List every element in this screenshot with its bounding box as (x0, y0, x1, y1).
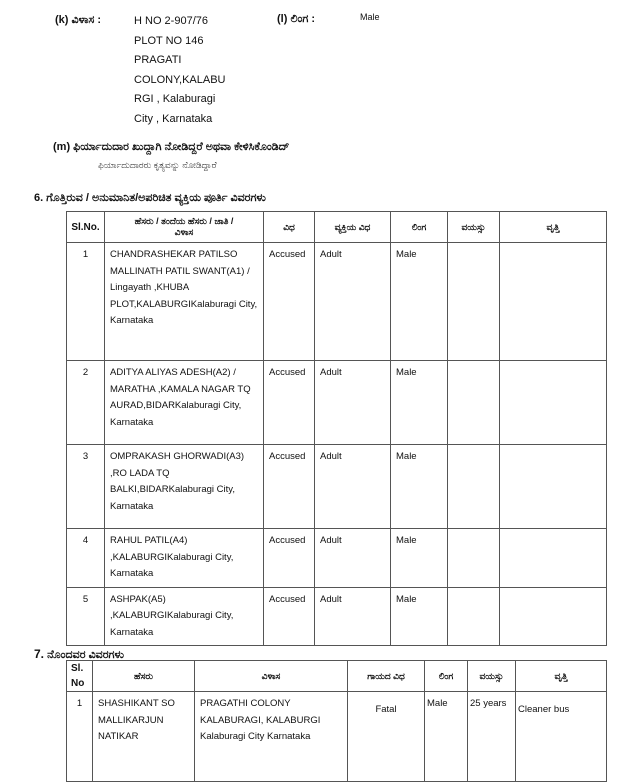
col-age: ವಯಸ್ಸು (468, 661, 516, 692)
col-gender: ಲಿಂಗ (425, 661, 468, 692)
col-person-type: ವ್ಯಕ್ತಿಯ ವಿಧ (315, 212, 391, 243)
cell-person-type: Adult (315, 361, 391, 445)
col-gender: ಲಿಂಗ (391, 212, 448, 243)
cell-type: Accused (264, 587, 315, 646)
cell-age (448, 587, 500, 646)
table-header-row (67, 212, 607, 243)
section7-label: ನೊಂದವರ ವಿವರಗಳು (47, 649, 124, 661)
cell-gender: Male (391, 529, 448, 588)
witness-label: (m) ಫಿರ್ಯಾದುದಾರ ಖುದ್ದಾಗಿ ನೋಡಿದ್ದರೆ ಅಥವಾ ಕೇಳಿಸಿಕೊಂಡಿದ್ (53, 141, 290, 153)
cell-name: RAHUL PATIL(A4) ,KALABURGIKalaburagi City, Karnataka (105, 529, 264, 588)
cell-age (448, 445, 500, 529)
cell-age (448, 243, 500, 361)
col-injury-type: ಗಾಯದ ವಿಧ (348, 661, 425, 692)
table-row (67, 243, 607, 361)
col-name: ಹೆಸರು / ತಂದೆಯ ಹೆಸರು / ಜಾತಿ / ವಿಳಾಸ (105, 212, 264, 243)
col-occupation: ವೃತ್ತಿ (516, 661, 607, 692)
col-sl: Sl. No (67, 661, 93, 692)
victims-table (66, 660, 607, 782)
cell-occupation (500, 445, 607, 529)
col-name: ಹೆಸರು (93, 661, 195, 692)
cell-gender: Male (425, 692, 468, 782)
table-row (67, 587, 607, 646)
table-row (67, 445, 607, 529)
cell-occupation: Cleaner bus (516, 692, 607, 782)
cell-injury-type: Fatal (348, 692, 425, 782)
cell-sl: 4 (67, 529, 105, 588)
cell-person-type: Adult (315, 529, 391, 588)
address-line: COLONY,KALABU (134, 73, 226, 86)
address-line: PLOT NO 146 (134, 34, 204, 47)
col-sl: Sl.No. (67, 212, 105, 243)
cell-name: OMPRAKASH GHORWADI(A3) ,RO LADA TQ BALKI,BIDARKalaburagi City, Karnataka (105, 445, 264, 529)
witness-value: ಫಿರ್ಯಾದುದಾರರು ಕೃತ್ಯವನ್ನು ನೋಡಿದ್ದಾರೆ (98, 160, 217, 170)
gender-value: Male (360, 12, 380, 22)
accused-table (66, 211, 607, 646)
cell-sl: 1 (67, 692, 93, 782)
address-line: RGI , Kalaburagi (134, 93, 216, 105)
cell-name: ADITYA ALIYAS ADESH(A2) / MARATHA ,KAMALA NAGAR TQ AURAD,BIDARKalaburagi City, Karnataka (105, 361, 264, 445)
cell-age: 25 years (468, 692, 516, 782)
cell-type: Accused (264, 243, 315, 361)
cell-person-type: Adult (315, 243, 391, 361)
cell-name: SHASHIKANT SO MALLIKARJUN NATIKAR (93, 692, 195, 782)
address-value (134, 12, 234, 129)
cell-sl: 2 (67, 361, 105, 445)
section6-title: 6. ಗೊತ್ತಿರುವ / ಅನುಮಾನಿತ/ಅಪರಿಚಿತ ವ್ಯಕ್ತಿಯ ಪೂರ್ತಿ ವಿವರಗಳು (34, 192, 266, 204)
cell-person-type: Adult (315, 587, 391, 646)
table-row (67, 361, 607, 445)
cell-gender: Male (391, 445, 448, 529)
cell-name: CHANDRASHEKAR PATILSO MALLINATH PATIL SWANT(A1) / Lingayath ,KHUBA PLOT,KALABURGIKalaburagi City, Karnataka (105, 243, 264, 361)
table-row (67, 692, 607, 782)
cell-address: PRAGATHI COLONY KALABURAGI, KALABURGI Kalaburagi City Karnataka (195, 692, 348, 782)
cell-type: Accused (264, 529, 315, 588)
cell-age (448, 361, 500, 445)
cell-sl: 1 (67, 243, 105, 361)
cell-occupation (500, 361, 607, 445)
cell-name: ASHPAK(A5) ,KALABURGIKalaburagi City, Karnataka (105, 587, 264, 646)
col-occupation: ವೃತ್ತಿ (500, 212, 607, 243)
address-line: PRAGATI (134, 54, 182, 66)
cell-sl: 5 (67, 587, 105, 646)
cell-type: Accused (264, 361, 315, 445)
cell-occupation (500, 243, 607, 361)
table-row (67, 529, 607, 588)
cell-gender: Male (391, 361, 448, 445)
cell-occupation (500, 587, 607, 646)
cell-type: Accused (264, 445, 315, 529)
cell-person-type: Adult (315, 445, 391, 529)
col-address: ವಿಳಾಸ (195, 661, 348, 692)
table-header-row (67, 661, 607, 692)
cell-age (448, 529, 500, 588)
cell-occupation (500, 529, 607, 588)
col-type: ವಿಧ (264, 212, 315, 243)
address-line: H NO 2-907/76 (134, 15, 208, 27)
section7-number: 7. (34, 647, 45, 661)
cell-gender: Male (391, 243, 448, 361)
cell-gender: Male (391, 587, 448, 646)
cell-sl: 3 (67, 445, 105, 529)
col-age: ವಯಸ್ಸು (448, 212, 500, 243)
address-label: (k) ವಿಳಾಸ : (55, 14, 102, 26)
address-line: City , Karnataka (134, 112, 213, 125)
gender-label: (l) ಲಿಂಗ : (277, 13, 315, 25)
